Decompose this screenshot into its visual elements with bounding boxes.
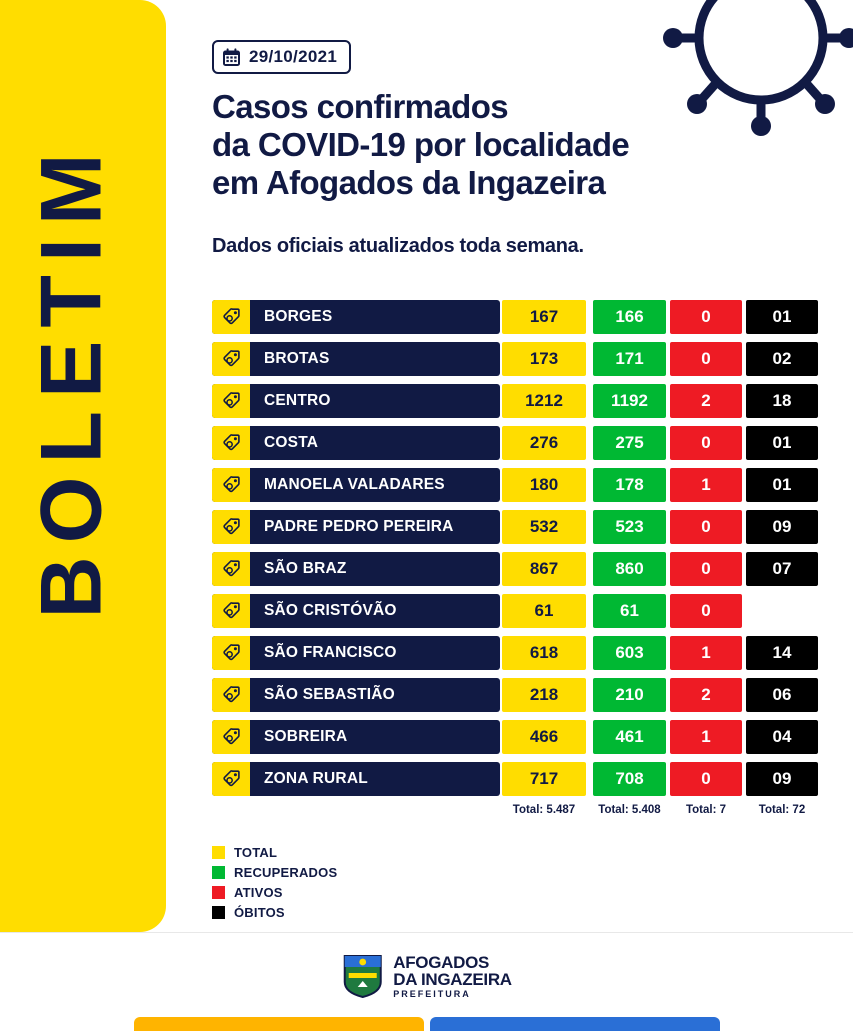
legend (212, 845, 337, 925)
recuperados-cell: 166 (593, 300, 666, 334)
recuperados-cell: 1192 (593, 384, 666, 418)
location-tag-icon (212, 678, 250, 712)
date-badge (212, 40, 351, 74)
ativos-cell: 0 (670, 762, 742, 796)
table-row (212, 510, 792, 544)
locality-name: SOBREIRA (264, 728, 348, 745)
locality-cell (212, 468, 500, 502)
ativos-cell: 1 (670, 720, 742, 754)
brand-lockup (341, 953, 512, 999)
obitos-cell: 09 (746, 762, 818, 796)
total-cell: 276 (502, 426, 586, 460)
brand-line2: DA INGAZEIRA (393, 969, 512, 989)
recuperados-cell: 210 (593, 678, 666, 712)
location-tag-icon (212, 636, 250, 670)
total-cell: 173 (502, 342, 586, 376)
footer-button-bar (0, 1017, 853, 1031)
footer (0, 932, 853, 1025)
coat-of-arms-icon (341, 953, 383, 999)
location-tag-icon (212, 510, 250, 544)
locality-name: SÃO FRANCISCO (264, 644, 397, 661)
locality-name: PADRE PEDRO PEREIRA (264, 518, 454, 535)
recuperados-sum: Total: 5.408 (598, 804, 661, 816)
page-title-line2: da COVID-19 por localidade (212, 126, 630, 163)
calendar-icon (222, 48, 241, 67)
table-row (212, 468, 792, 502)
obitos-sum: Total: 72 (758, 804, 806, 816)
total-cell: 218 (502, 678, 586, 712)
obitos-cell: 14 (746, 636, 818, 670)
legend-label-obitos: ÓBITOS (234, 905, 285, 920)
obitos-cell: 01 (746, 468, 818, 502)
locality-cell (212, 678, 500, 712)
location-tag-icon (212, 720, 250, 754)
location-tag-icon (212, 468, 250, 502)
recuperados-cell: 860 (593, 552, 666, 586)
legend-item-total (212, 845, 337, 860)
column-totals (212, 804, 806, 816)
location-tag-icon (212, 762, 250, 796)
recuperados-cell: 708 (593, 762, 666, 796)
locality-name: CENTRO (264, 392, 331, 409)
obitos-cell (746, 594, 818, 628)
table-row (212, 342, 792, 376)
locality-name: SÃO CRISTÓVÃO (264, 602, 397, 619)
obitos-cell: 06 (746, 678, 818, 712)
obitos-cell: 01 (746, 426, 818, 460)
recuperados-cell: 523 (593, 510, 666, 544)
legend-item-ativos (212, 885, 337, 900)
footer-button-left[interactable] (134, 1017, 424, 1031)
recuperados-cell: 178 (593, 468, 666, 502)
obitos-cell: 09 (746, 510, 818, 544)
legend-label-ativos: ATIVOS (234, 885, 283, 900)
locality-cell (212, 762, 500, 796)
cases-table (212, 300, 806, 816)
location-tag-icon (212, 342, 250, 376)
total-cell: 867 (502, 552, 586, 586)
location-tag-icon (212, 426, 250, 460)
page-title (212, 88, 832, 202)
locality-name: COSTA (264, 434, 319, 451)
boletim-vertical-title: BOLETIM (23, 140, 120, 619)
legend-swatch-total (212, 846, 225, 859)
locality-cell (212, 636, 500, 670)
recuperados-cell: 603 (593, 636, 666, 670)
locality-name: BORGES (264, 308, 333, 325)
location-tag-icon (212, 300, 250, 334)
ativos-cell: 0 (670, 594, 742, 628)
locality-cell (212, 426, 500, 460)
ativos-cell: 2 (670, 384, 742, 418)
total-cell: 618 (502, 636, 586, 670)
brand-line1: AFOGADOS (393, 952, 490, 972)
obitos-cell: 18 (746, 384, 818, 418)
legend-swatch-obitos (212, 906, 225, 919)
ativos-cell: 2 (670, 678, 742, 712)
table-row (212, 678, 792, 712)
total-cell: 717 (502, 762, 586, 796)
table-row (212, 762, 792, 796)
sidebar-panel (0, 0, 166, 932)
legend-item-obitos (212, 905, 337, 920)
obitos-cell: 04 (746, 720, 818, 754)
locality-cell (212, 594, 500, 628)
recuperados-cell: 171 (593, 342, 666, 376)
brand-text (393, 954, 512, 999)
total-cell: 180 (502, 468, 586, 502)
obitos-cell: 02 (746, 342, 818, 376)
locality-name: SÃO SEBASTIÃO (264, 686, 395, 703)
locality-cell (212, 720, 500, 754)
location-tag-icon (212, 384, 250, 418)
table-row (212, 384, 792, 418)
recuperados-cell: 61 (593, 594, 666, 628)
total-cell: 61 (502, 594, 586, 628)
ativos-cell: 0 (670, 552, 742, 586)
recuperados-cell: 461 (593, 720, 666, 754)
obitos-cell: 07 (746, 552, 818, 586)
footer-button-right[interactable] (430, 1017, 720, 1031)
location-tag-icon (212, 552, 250, 586)
location-tag-icon (212, 594, 250, 628)
legend-swatch-recuperados (212, 866, 225, 879)
locality-name: SÃO BRAZ (264, 560, 347, 577)
table-row (212, 720, 792, 754)
totals-spacer (212, 804, 502, 816)
ativos-cell: 0 (670, 342, 742, 376)
locality-cell (212, 342, 500, 376)
table-row (212, 552, 792, 586)
page-title-line1: Casos confirmados (212, 88, 509, 125)
ativos-cell: 0 (670, 300, 742, 334)
page-title-line3: em Afogados da Ingazeira (212, 164, 606, 201)
bulletin-date: 29/10/2021 (249, 47, 338, 66)
obitos-cell: 01 (746, 300, 818, 334)
legend-label-recuperados: RECUPERADOS (234, 865, 338, 880)
total-sum: Total: 5.487 (512, 804, 576, 816)
locality-cell (212, 552, 500, 586)
total-cell: 167 (502, 300, 586, 334)
locality-name: ZONA RURAL (264, 770, 368, 787)
table-row (212, 300, 792, 334)
legend-item-recuperados (212, 865, 337, 880)
legend-swatch-ativos (212, 886, 225, 899)
ativos-sum: Total: 7 (685, 804, 727, 816)
ativos-cell: 0 (670, 510, 742, 544)
total-cell: 532 (502, 510, 586, 544)
table-row (212, 426, 792, 460)
locality-cell (212, 510, 500, 544)
ativos-cell: 1 (670, 468, 742, 502)
table-row (212, 636, 792, 670)
locality-cell (212, 300, 500, 334)
table-row (212, 594, 792, 628)
locality-name: BROTAS (264, 350, 330, 367)
page-subtitle: Dados oficiais atualizados toda semana. (212, 235, 584, 257)
locality-name: MANOELA VALADARES (264, 476, 445, 493)
main-content (212, 0, 853, 1024)
ativos-cell: 1 (670, 636, 742, 670)
ativos-cell: 0 (670, 426, 742, 460)
total-cell: 466 (502, 720, 586, 754)
recuperados-cell: 275 (593, 426, 666, 460)
brand-line3: PREFEITURA (393, 988, 471, 999)
legend-label-total: TOTAL (234, 845, 278, 860)
locality-cell (212, 384, 500, 418)
total-cell: 1212 (502, 384, 586, 418)
